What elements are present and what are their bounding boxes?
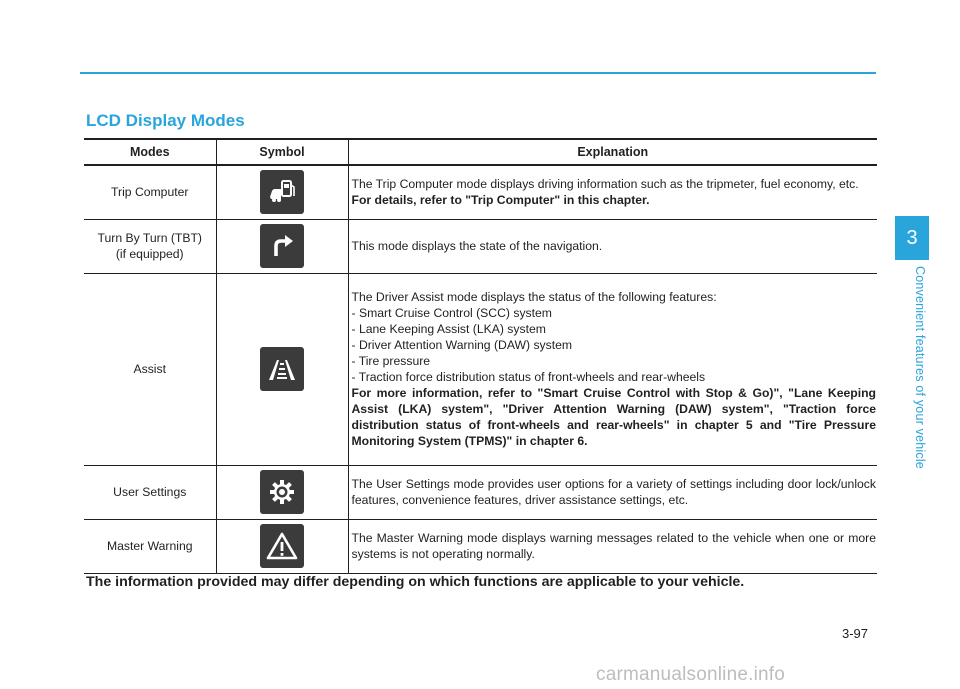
header-modes: Modes: [84, 139, 216, 165]
mode-name: Trip Computer: [84, 165, 216, 219]
mode-name: Assist: [84, 273, 216, 465]
mode-name: Turn By Turn (TBT): [97, 231, 202, 245]
feature-item: - Smart Cruise Control (SCC) system: [351, 306, 552, 320]
footer-note: The information provided may differ depending on which functions are applicable to your vehicle.: [86, 574, 745, 590]
table-header-row: [84, 139, 877, 165]
mode-explanation: The User Settings mode provides user options for a variety of settings including door lock/unlock features, convenience features, driver assistance settings, etc.: [348, 465, 877, 519]
feature-item: - Driver Attention Warning (DAW) system: [351, 338, 573, 352]
mode-explanation: This mode displays the state of the navigation.: [348, 219, 877, 273]
mode-name: User Settings: [84, 465, 216, 519]
mode-explanation: The Trip Computer mode displays driving information such as the tripmeter, fuel economy, etc.: [351, 177, 859, 192]
reference-note: For details, refer to "Trip Computer" in this chapter.: [351, 193, 650, 208]
trip-computer-icon: [260, 170, 304, 214]
header-symbol: Symbol: [216, 139, 348, 165]
gear-icon: [260, 470, 304, 514]
mode-name: Master Warning: [84, 519, 216, 573]
mode-availability: (if equipped): [115, 247, 184, 261]
table-row: [84, 165, 877, 219]
table-row: [84, 219, 877, 273]
turn-arrow-icon: [260, 224, 304, 268]
warning-triangle-icon: [260, 524, 304, 568]
page-number: 3-97: [842, 626, 869, 641]
header-rule: [80, 72, 876, 74]
chapter-tab[interactable]: 3: [895, 216, 929, 260]
section-title: LCD Display Modes: [86, 111, 245, 130]
reference-note: For more information, refer to "Smart Cruise Control with Stop & Go)", "Lane Keeping Assist (LKA) system", "Driver Attention Warning (DAW) system", "Traction force distribution status of front-wheels and rear-wheels" in chapter 5 and "Tire Pressure Monitoring System (TPMS)" in chapter 6.: [351, 386, 876, 448]
lcd-modes-table: [84, 138, 877, 574]
table-row: [84, 465, 877, 519]
mode-explanation: The Master Warning mode displays warning messages related to the vehicle when one or more systems is not operating normally.: [348, 519, 877, 573]
header-explanation: Explanation: [348, 139, 877, 165]
table-row: [84, 519, 877, 573]
feature-item: - Traction force distribution status of front-wheels and rear-wheels: [351, 370, 706, 384]
lane-assist-icon: [260, 347, 304, 391]
watermark: carmanualsonline.info: [596, 664, 786, 685]
feature-item: - Lane Keeping Assist (LKA) system: [351, 322, 546, 336]
mode-explanation: The Driver Assist mode displays the status of the following features:: [351, 290, 717, 304]
table-row: [84, 273, 877, 465]
chapter-title: Convenient features of your vehicle: [913, 266, 927, 469]
feature-item: - Tire pressure: [351, 354, 431, 368]
